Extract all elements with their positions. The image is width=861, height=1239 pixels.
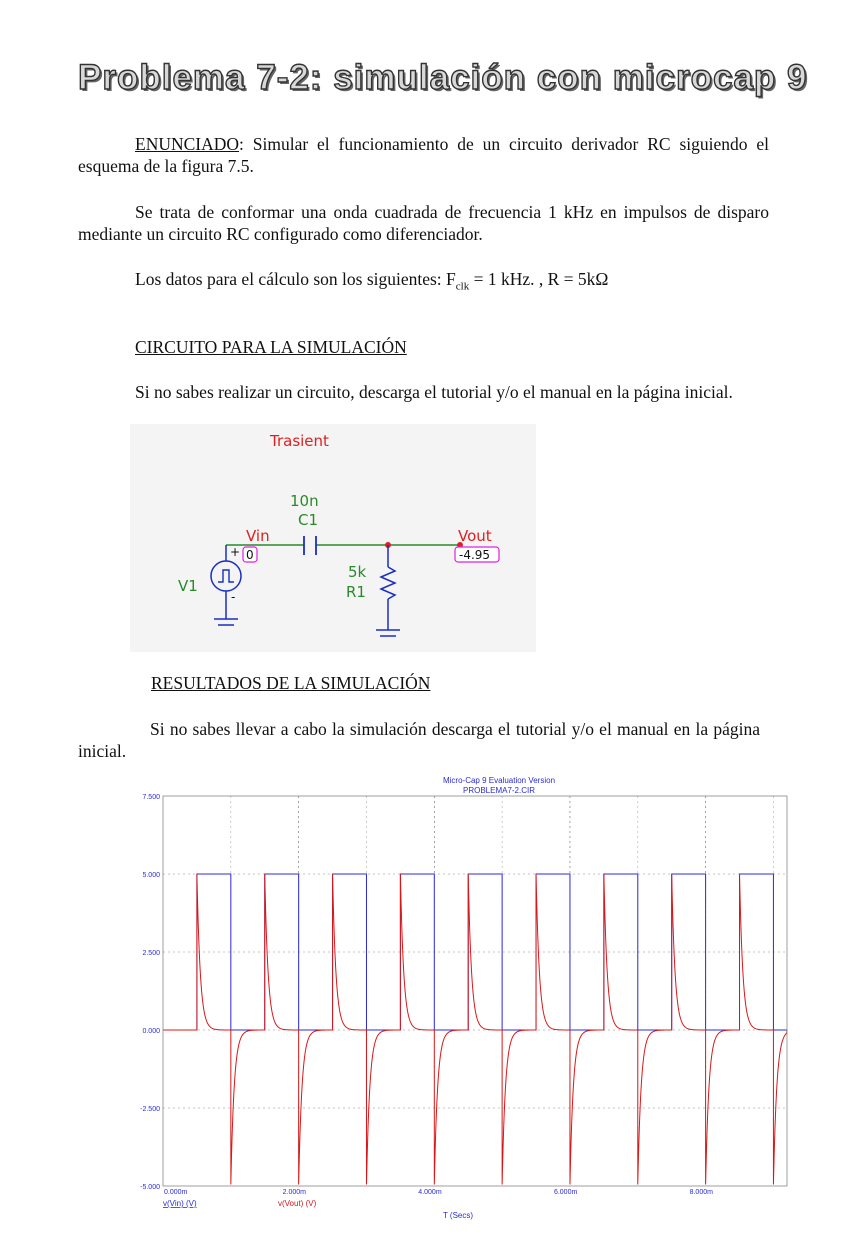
cap-name-label: C1 (298, 511, 319, 529)
circuit-help-paragraph (78, 381, 769, 403)
source-minus-label: - (231, 590, 236, 604)
node-in-label: Vin (246, 527, 270, 545)
data-text-prefix: Los datos para el cálculo son los siguientes: F (135, 269, 456, 289)
data-paragraph (78, 268, 769, 298)
node-out-value: -4.95 (459, 548, 491, 562)
plot-frame (163, 796, 787, 1186)
source-name-label: V1 (178, 577, 198, 595)
x-axis-label: T (Secs) (442, 1211, 474, 1220)
y-tick-label: -2.500 (140, 1106, 160, 1113)
results-help-text: Si no sabes llevar a cabo la simulación descarga el tutorial y/o el manual en la página inicial. (78, 719, 760, 761)
y-tick-label: -5.000 (140, 1184, 160, 1191)
x-tick-label: 4.000m (418, 1189, 442, 1196)
y-tick-label: 7.500 (142, 794, 160, 801)
node-out-label: Vout (458, 527, 492, 545)
data-text-sub: clk (455, 280, 470, 293)
section-results-heading: RESULTADOS DE LA SIMULACIÓN (151, 673, 431, 693)
series-vout-line (163, 874, 787, 1184)
data-text-suffix: = 1 kHz. , R = 5kΩ (469, 269, 609, 289)
description-paragraph (78, 201, 769, 245)
results-help-paragraph (78, 718, 760, 762)
circuit-help-text: Si no sabes realizar un circuito, descarga el tutorial y/o el manual en la página inicial. (135, 382, 733, 402)
x-tick-label: 6.000m (553, 1189, 578, 1196)
chart-subtitle: PROBLEMA7-2.CIR (462, 786, 536, 795)
res-value-label: 5k (348, 563, 367, 581)
analysis-label: Trasient (270, 432, 329, 450)
page-title: Problema 7-2: simulación con microcap 9 (78, 58, 808, 97)
legend-vout: v(Vout) (V) (278, 1199, 317, 1208)
x-tick-label: 2.000m (282, 1189, 307, 1196)
x-tick-label: 8.000m (689, 1189, 713, 1196)
enunciado-label: ENUNCIADO (135, 134, 240, 154)
description-text: Se trata de conformar una onda cuadrada de frecuencia 1 kHz en impulsos de disparo mediante un circuito RC configurado como diferenciador. (78, 202, 769, 244)
y-tick-label: 2.500 (142, 950, 160, 957)
simulation-chart (120, 772, 800, 1224)
enunciado-paragraph (78, 133, 769, 177)
circuit-schematic (130, 424, 536, 652)
section-circuit-heading: CIRCUITO PARA LA SIMULACIÓN (135, 337, 407, 357)
cap-value-label: 10n (290, 492, 319, 510)
enunciado-text: : Simular el funcionamiento de un circuito derivador RC siguiendo el esquema de la figura 7.5. (78, 134, 769, 176)
chart-title: Micro-Cap 9 Evaluation Version (442, 776, 556, 785)
legend-vin: v(Vin) (V) (163, 1199, 197, 1208)
res-name-label: R1 (346, 583, 366, 601)
y-tick-label: 0.000 (142, 1028, 160, 1035)
source-plus-label: + (230, 545, 241, 559)
x-tick-label: 0.000m (164, 1189, 188, 1196)
node-in-value: 0 (246, 548, 254, 562)
y-tick-label: 5.000 (142, 872, 160, 879)
